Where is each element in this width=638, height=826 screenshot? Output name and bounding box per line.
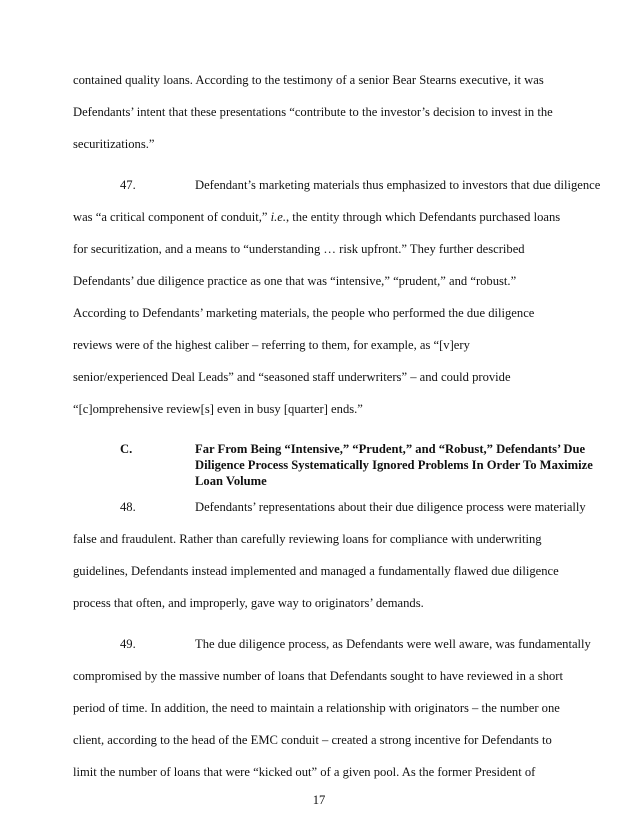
- paragraph-number: 47.: [120, 178, 136, 192]
- body-line: reviews were of the highest caliber – referring to them, for example, as “[v]ery: [73, 338, 470, 352]
- body-line: process that often, and improperly, gave way to originators’ demands.: [73, 596, 424, 610]
- body-line: period of time. In addition, the need to maintain a relationship with originators – the number one: [73, 701, 560, 715]
- body-line: compromised by the massive number of loans that Defendants sought to have reviewed in a short: [73, 669, 563, 683]
- paragraph-49-first-line: [73, 637, 591, 652]
- paragraph-text: Defendants’ representations about their due diligence process were materially: [195, 500, 586, 514]
- body-line: for securitization, and a means to “understanding … risk upfront.” They further described: [73, 242, 525, 256]
- section-heading: Diligence Process Systematically Ignored Problems In Order To Maximize: [195, 458, 593, 472]
- paragraph-48-first-line: [73, 500, 586, 515]
- paragraph-text: The due diligence process, as Defendants were well aware, was fundamentally: [195, 637, 591, 651]
- paragraph-text: Defendant’s marketing materials thus emphasized to investors that due diligence: [195, 178, 601, 192]
- paragraph-number: 48.: [120, 500, 136, 514]
- paragraph-47-first-line: [73, 178, 600, 193]
- body-line: senior/experienced Deal Leads” and “seasoned staff underwriters” – and could provide: [73, 370, 511, 384]
- body-line: client, according to the head of the EMC conduit – created a strong incentive for Defendants to: [73, 733, 552, 747]
- section-heading-letter: C.: [120, 442, 133, 456]
- body-text: was “a critical component of conduit,”: [73, 210, 271, 224]
- paragraph-number: 49.: [120, 637, 136, 651]
- section-heading: Loan Volume: [195, 474, 267, 488]
- body-line: securitizations.”: [73, 137, 155, 151]
- body-text: , the entity through which Defendants purchased loans: [285, 210, 561, 224]
- body-line: According to Defendants’ marketing materials, the people who performed the due diligence: [73, 306, 535, 320]
- body-line: Defendants’ intent that these presentations “contribute to the investor’s decision to invest in the: [73, 105, 553, 119]
- body-line: Defendants’ due diligence practice as one that was “intensive,” “prudent,” and “robust.”: [73, 274, 517, 288]
- body-line: “[c]omprehensive review[s] even in busy [quarter] ends.”: [73, 402, 363, 416]
- body-line: limit the number of loans that were “kicked out” of a given pool. As the former President of: [73, 765, 536, 779]
- section-heading: Far From Being “Intensive,” “Prudent,” and “Robust,” Defendants’ Due: [195, 442, 586, 456]
- body-line: contained quality loans. According to the testimony of a senior Bear Stearns executive, it was: [73, 73, 544, 87]
- italic-text: i.e.: [270, 210, 286, 224]
- body-line: false and fraudulent. Rather than carefully reviewing loans for compliance with underwriting: [73, 532, 542, 546]
- paragraph-47-line-2: [73, 210, 560, 225]
- page-number: 17: [312, 793, 326, 807]
- body-line: guidelines, Defendants instead implemented and managed a fundamentally flawed due diligence: [73, 564, 559, 578]
